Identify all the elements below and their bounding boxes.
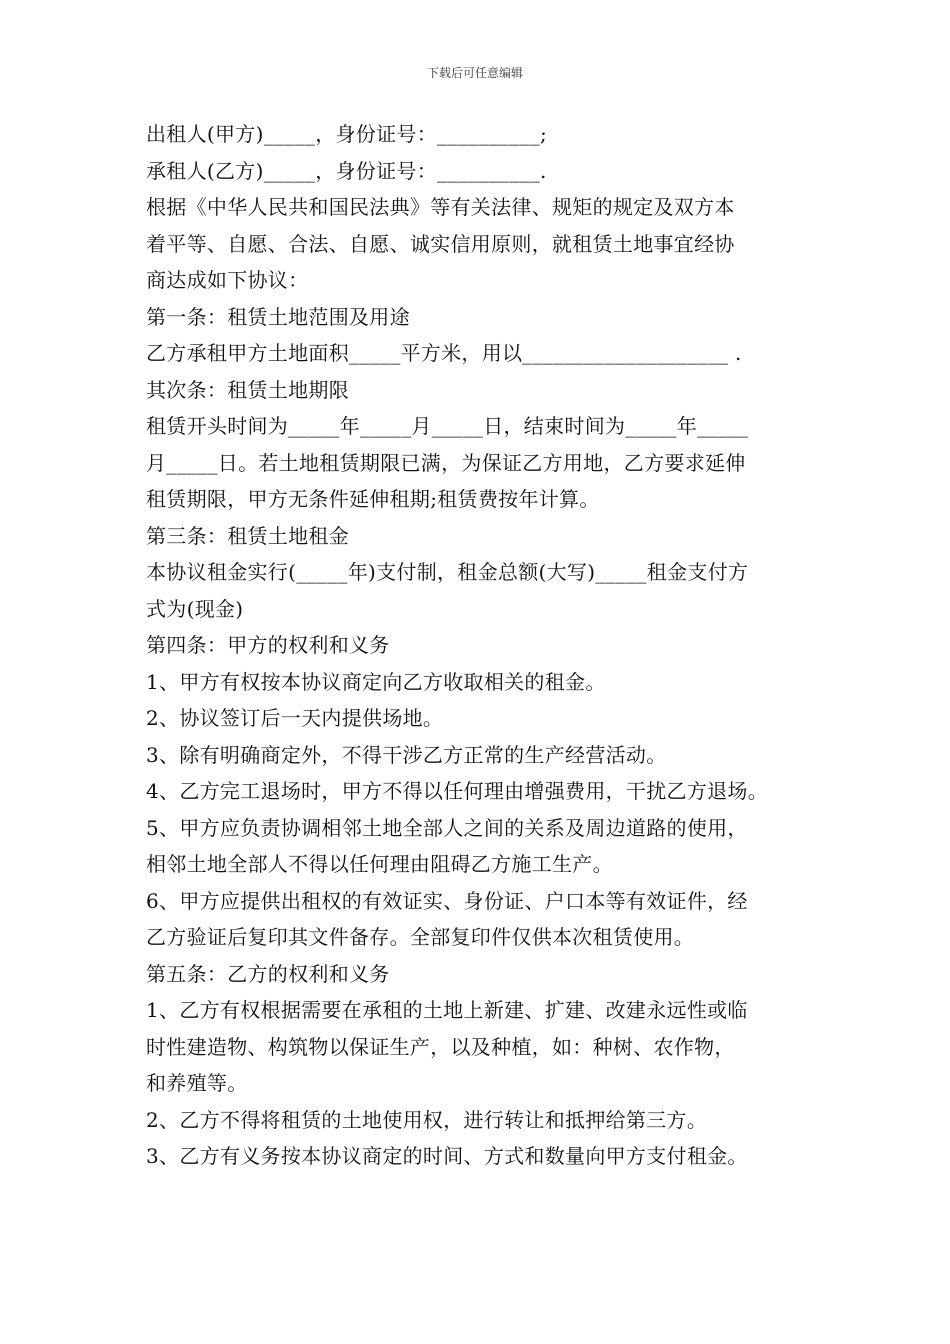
article-5-heading: 第五条：乙方的权利和义务	[146, 961, 390, 986]
article-4-item-6-line-1: 6、甲方应提供出租权的有效证实、身份证、户口本等有效证件，经	[146, 888, 748, 913]
lessor-line: 出租人(甲方)_____，身份证号：__________;	[146, 122, 548, 146]
article-5-item-1-line-2: 时性建造物、构筑物以保证生产，以及种植，如：种树、农作物，	[146, 1034, 735, 1059]
article-4-heading: 第四条：甲方的权利和义务	[146, 633, 390, 657]
article-5-item-2: 2、乙方不得将租赁的土地使用权，进行转让和抵押给第三方。	[146, 1107, 708, 1132]
article-4-item-5-line-1: 5、甲方应负责协调相邻土地全部人之间的关系及周边道路的使用，	[146, 815, 748, 840]
article-3-text-1: 本协议租金实行(_____年)支付制，租金总额(大写)_____租金支付方	[146, 560, 749, 584]
preamble-line-1: 根据《中华人民共和国民法典》等有关法律、规矩的规定及双方本	[146, 195, 735, 219]
article-4-item-2: 2、协议签订后一天内提供场地。	[146, 706, 444, 730]
article-3-text-2: 式为(现金)	[146, 596, 244, 621]
article-4-item-3: 3、除有明确商定外，不得干涉乙方正常的生产经营活动。	[146, 742, 667, 767]
article-2-text-2: 月_____日。若土地租赁期限已满，为保证乙方用地，乙方要求延伸	[146, 450, 746, 475]
preamble-line-2: 着平等、自愿、合法、自愿、诚实信用原则，就租赁土地事宜经协	[146, 231, 735, 256]
preamble-line-3: 商达成如下协议：	[146, 268, 309, 292]
article-3-heading: 第三条：租赁土地租金	[146, 523, 349, 548]
article-2-text-1: 租赁开头时间为_____年_____月_____日，结束时间为_____年_____	[146, 414, 749, 438]
article-2-text-3: 租赁期限，甲方无条件延伸租期;租赁费按年计算。	[146, 487, 600, 511]
article-1-heading: 第一条：租赁土地范围及用途	[146, 304, 410, 329]
article-4-item-6-line-2: 乙方验证后复印其文件备存。全部复印件仅供本次租赁使用。	[146, 925, 695, 949]
article-5-item-3: 3、乙方有义务按本协议商定的时间、方式和数量向甲方支付租金。	[146, 1144, 748, 1168]
article-5-item-1-line-3: 和养殖等。	[146, 1071, 248, 1095]
article-1-text: 乙方承租甲方土地面积_____平方米，用以____________________ .	[146, 341, 742, 365]
lessee-line: 承租人(乙方)_____，身份证号：__________.	[146, 158, 547, 183]
article-2-heading: 其次条：租赁土地期限	[146, 377, 349, 402]
article-4-item-5-line-2: 相邻土地全部人不得以任何理由阻碍乙方施工生产。	[146, 852, 613, 876]
article-5-item-1-line-1: 1、乙方有权根据需要在承租的土地上新建、扩建、改建永远性或临	[146, 998, 748, 1022]
page-header: 下载后可任意编辑	[426, 66, 523, 80]
article-4-item-4: 4、乙方完工退场时，甲方不得以任何理由增强费用，干扰乙方退场。	[146, 779, 769, 803]
document-body	[146, 116, 818, 1175]
article-4-item-1: 1、甲方有权按本协议商定向乙方收取相关的租金。	[146, 669, 606, 694]
